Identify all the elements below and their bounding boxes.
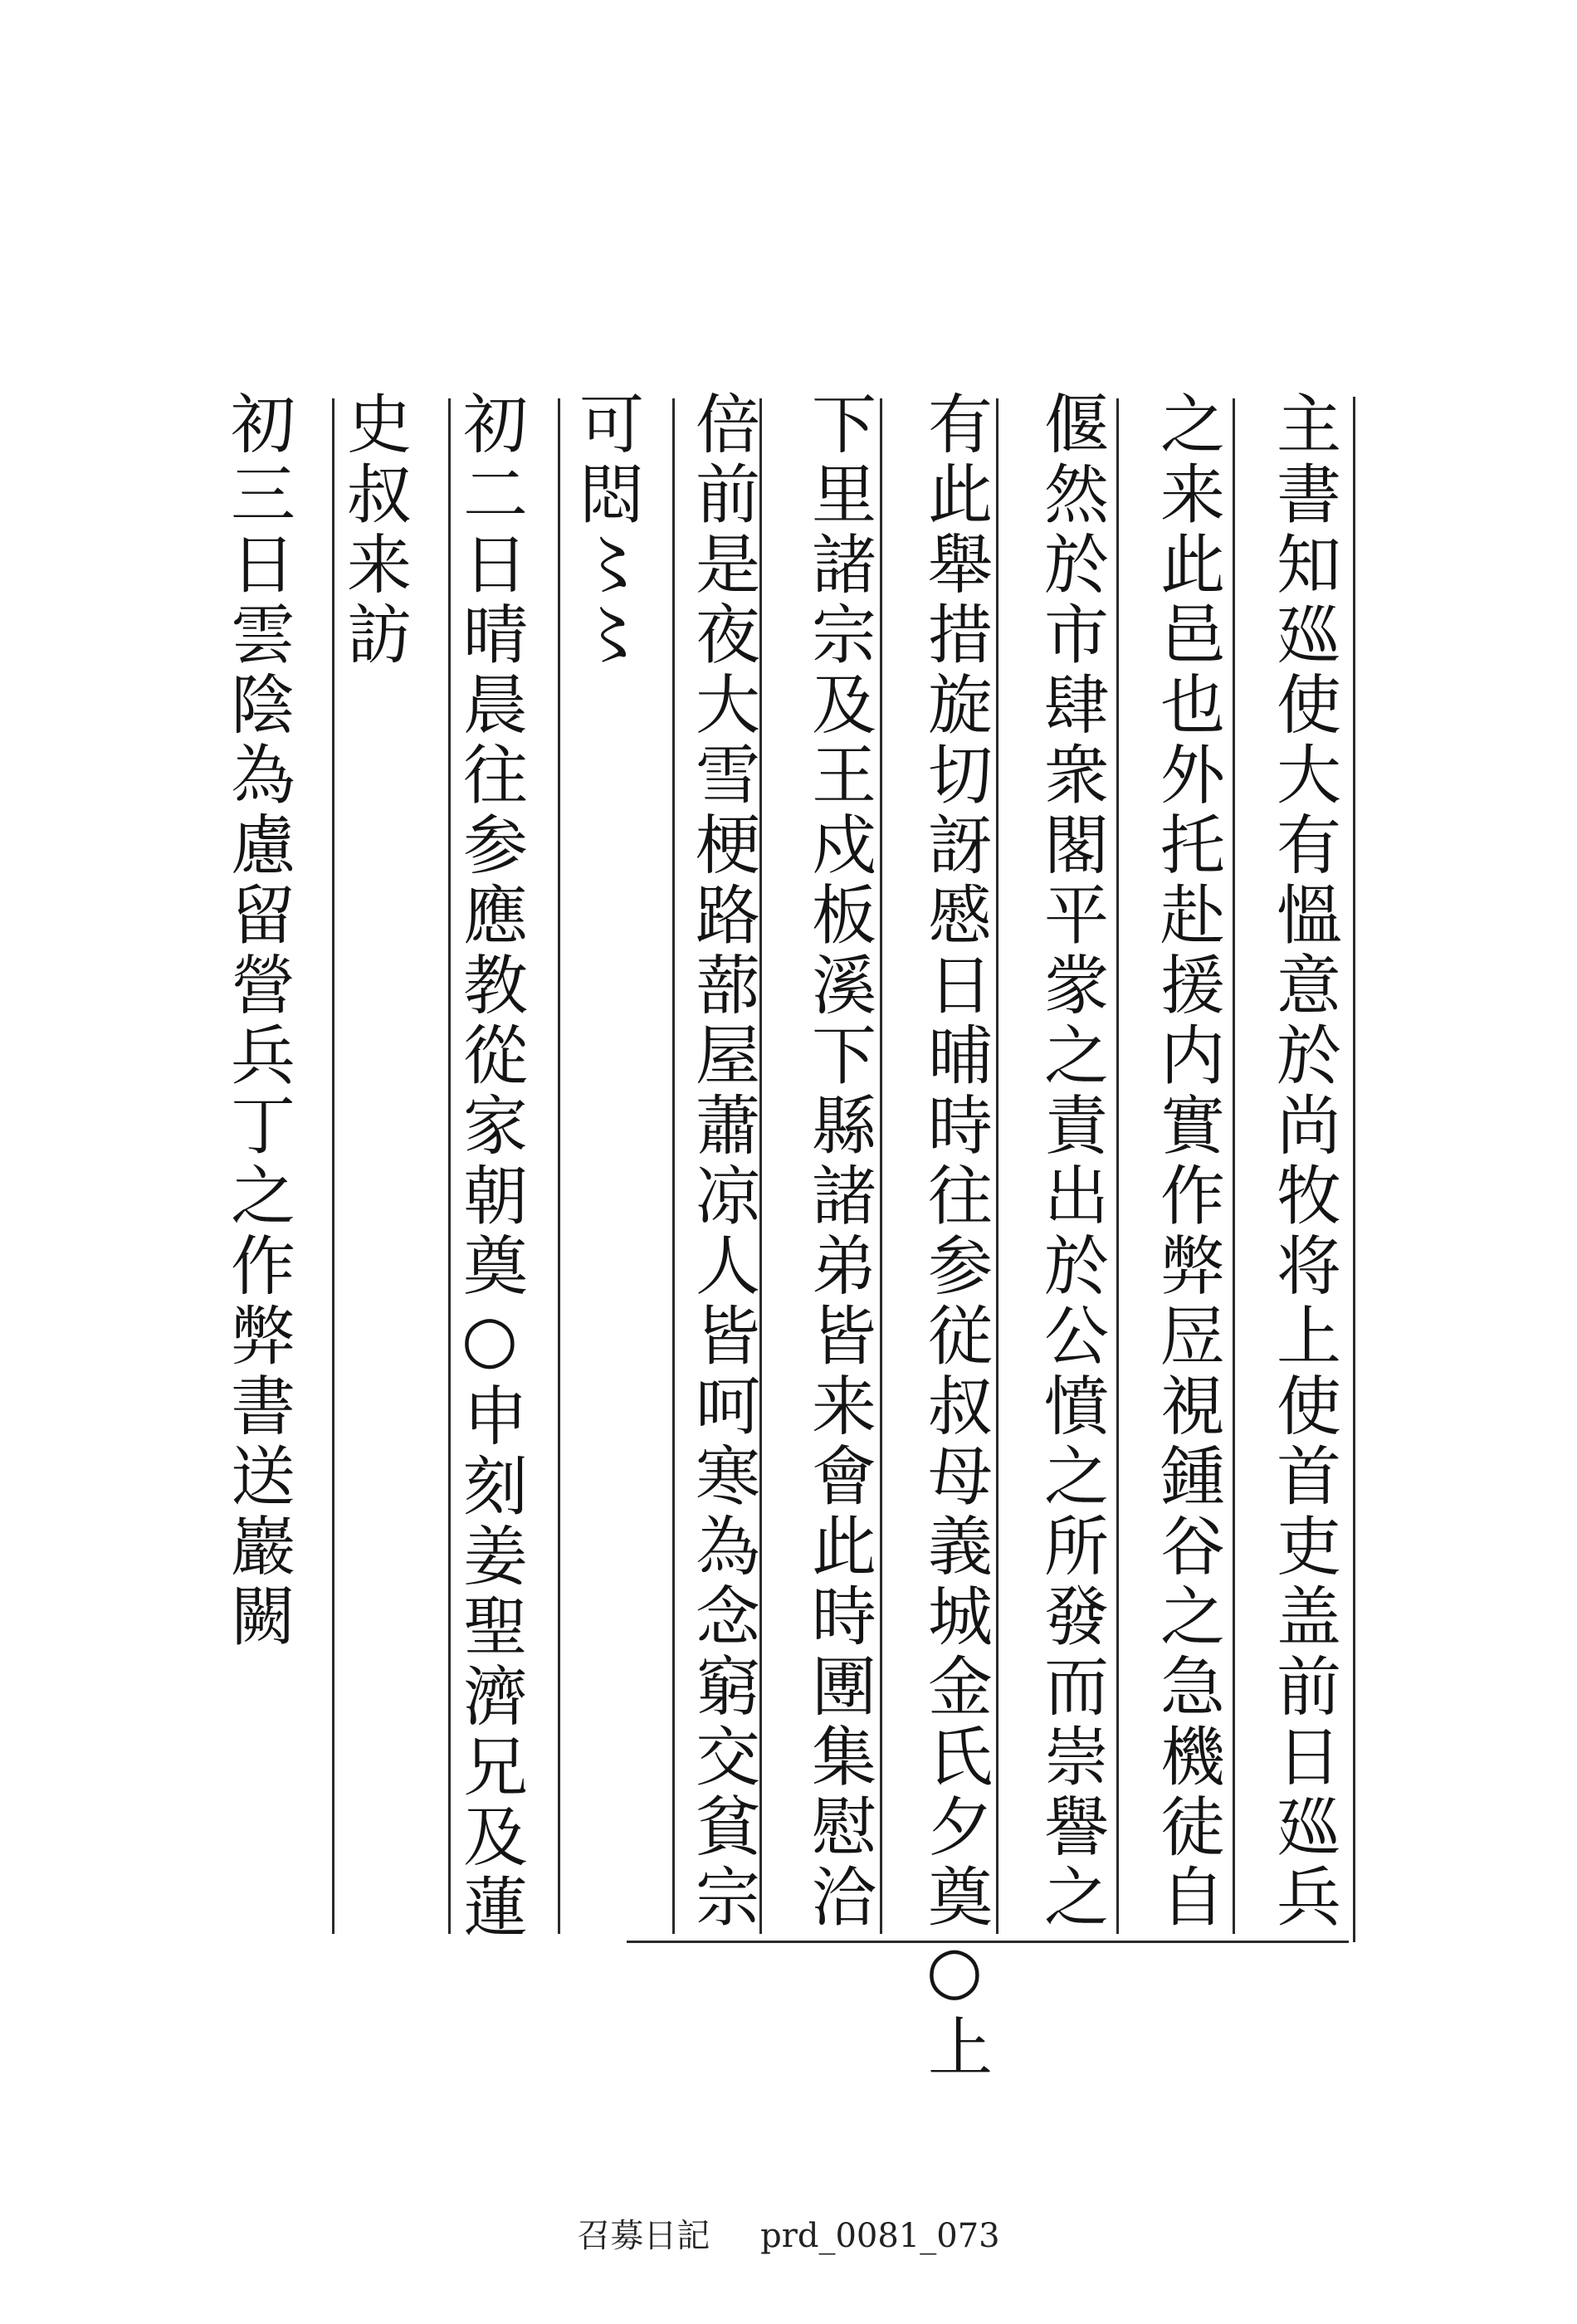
- column-divider: [672, 398, 675, 1934]
- text-column-8: 初二日晴晨往参應教從家朝奠○申刻姜聖濟兄及蓮: [452, 390, 527, 1943]
- column-divider: [1116, 398, 1119, 1934]
- column-divider: [1233, 398, 1235, 1934]
- book-title: 召募日記: [577, 2217, 710, 2255]
- text-column-3: 偃然於市肆衆閣平䝉之責出於公憤之所發而崇譽之: [1033, 390, 1108, 1933]
- column-divider: [448, 398, 451, 1934]
- text-column-2: 之来此邑也外托赴援内實作弊㞐視鍾谷之急機徒自: [1150, 390, 1224, 1933]
- text-column-1: 主書知廵使大有慍意於尚牧将上使首吏盖前日廵兵: [1266, 390, 1340, 1933]
- text-column-7: 可悶〻〻: [569, 390, 643, 671]
- column-divider: [880, 398, 882, 1934]
- vertical-text-block: [220, 390, 1361, 2083]
- text-column-5: 下里諸宗及王戍板溪下縣諸弟皆来會此時圑集慰洽: [801, 390, 876, 1933]
- column-divider: [558, 398, 560, 1934]
- text-column-9: 史叔来訪: [336, 390, 411, 671]
- text-column-6: 倍前是夜大雪梗路蔀屋蕭凉人皆呵寒為念窮交貧宗: [685, 390, 759, 1933]
- text-column-4: 有此舉措旋切訝慼日晡時往参従叔母義城金氏夕奠○上: [917, 390, 992, 2083]
- text-column-10: 初三日雲陰為慮留營兵丁之作弊書送巖闕: [220, 390, 295, 1653]
- column-divider: [996, 398, 998, 1934]
- column-divider: [759, 398, 762, 1934]
- page-footer: [0, 2209, 1577, 2257]
- page-id: prd_0081_073: [760, 2217, 1000, 2255]
- bottom-rule: [627, 1941, 1349, 1943]
- column-divider: [332, 398, 334, 1934]
